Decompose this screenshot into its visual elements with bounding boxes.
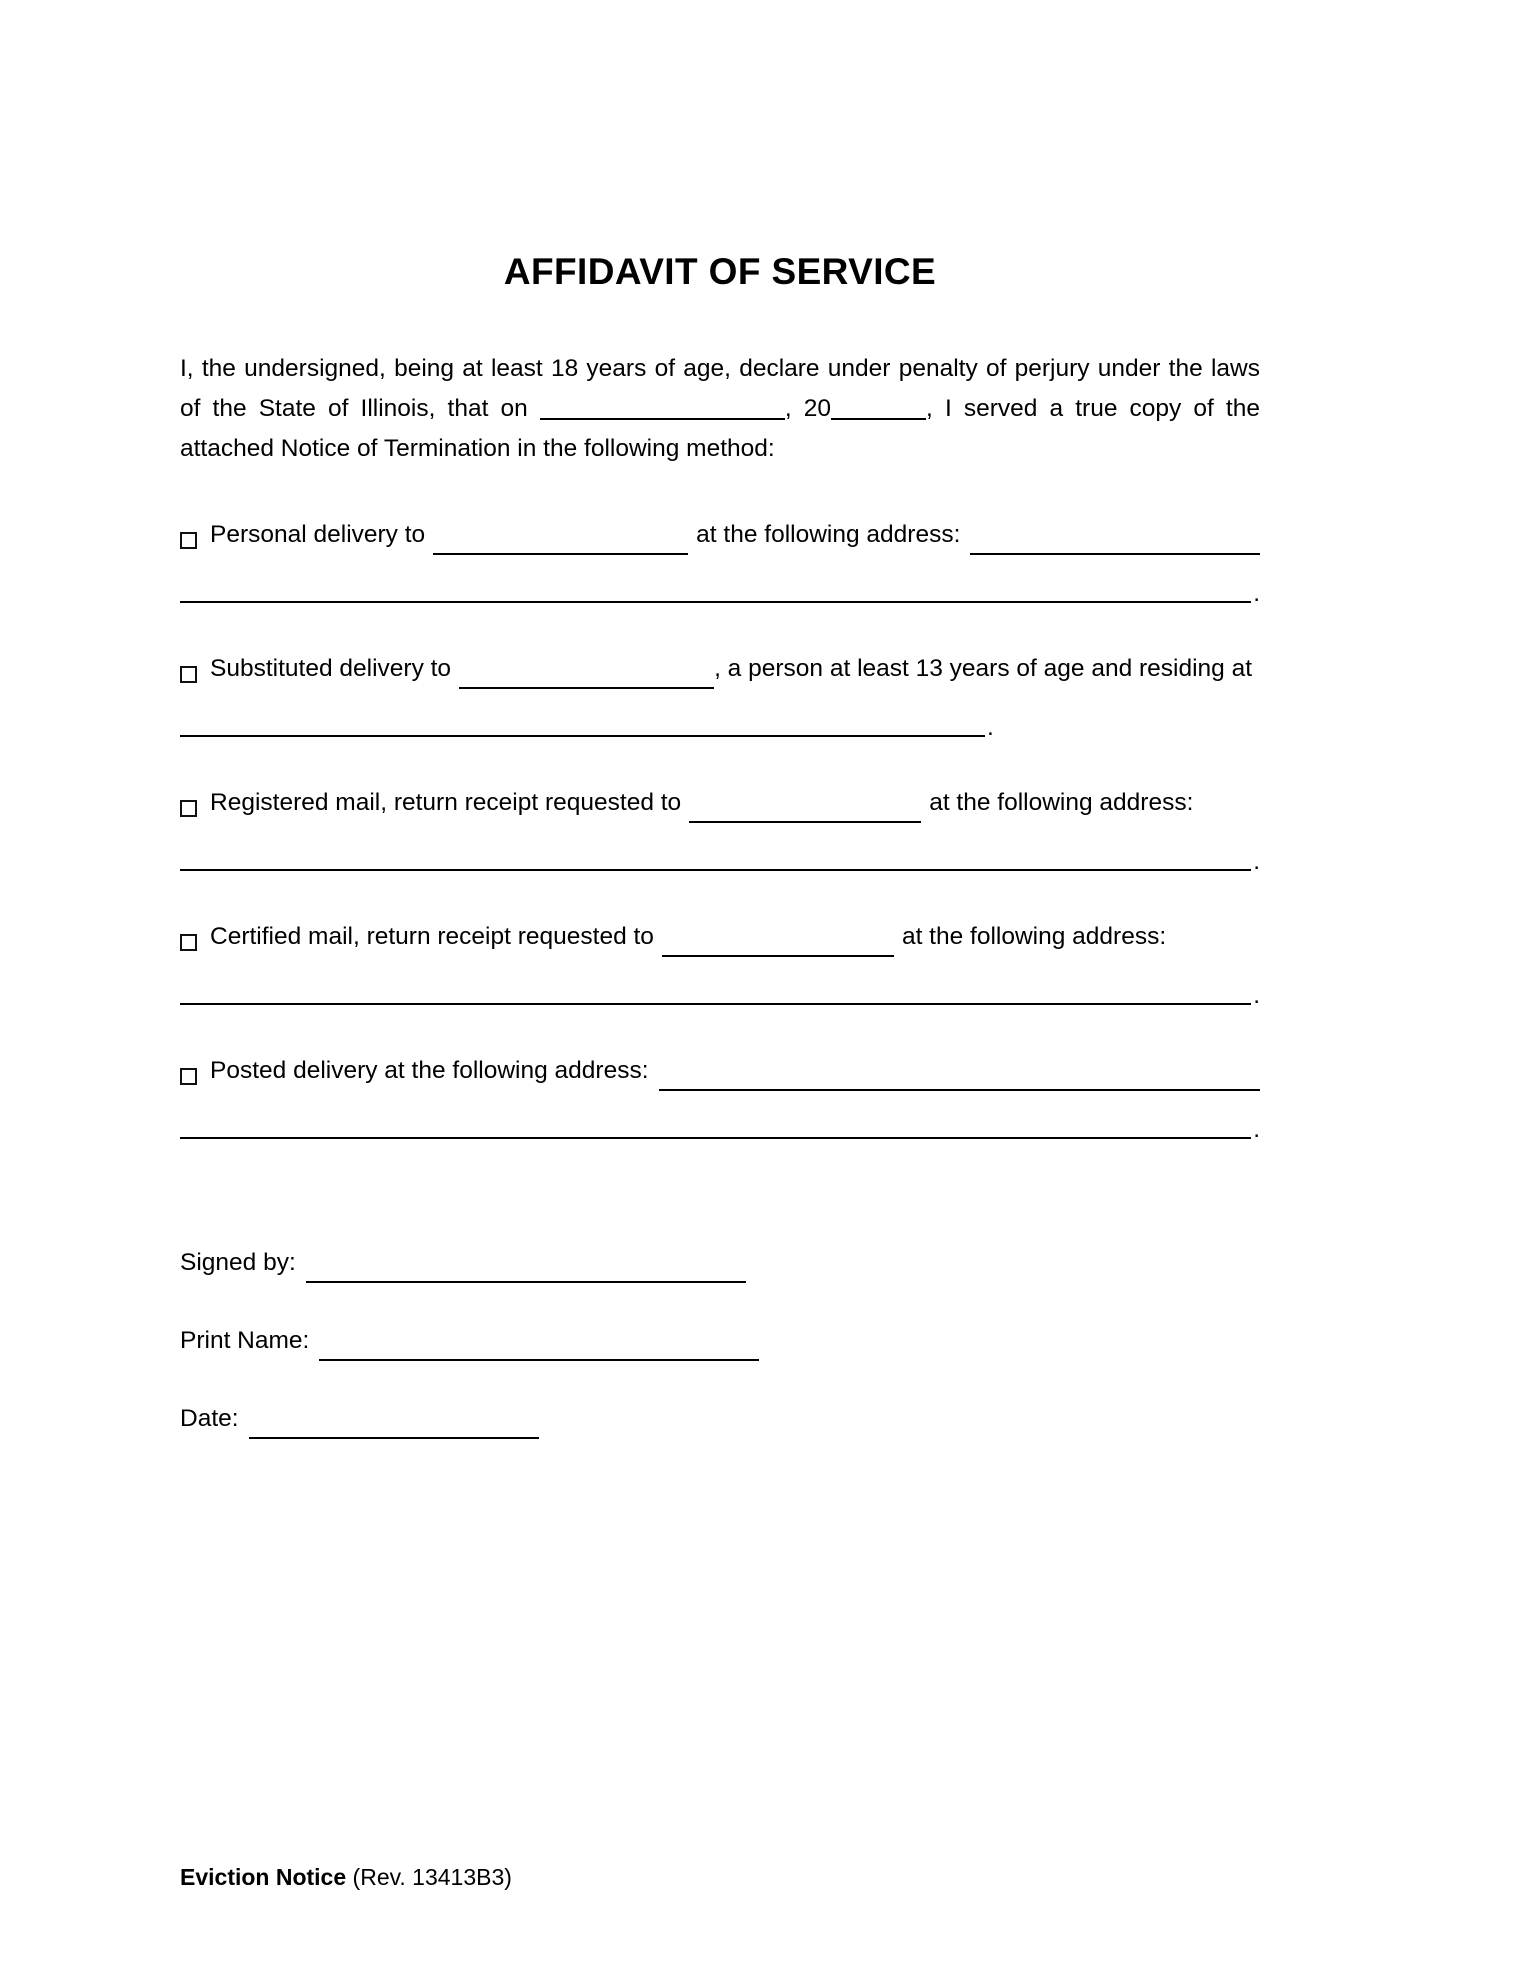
intro-line-2-prefix: State of Illinois, that on: [258, 395, 528, 423]
document-content: [180, 250, 1260, 1477]
unchecked-checkbox-icon[interactable]: [180, 1068, 197, 1085]
date-row: [180, 1399, 1260, 1439]
intro-line-3: Termination in the following method:: [383, 435, 775, 463]
address-field-line2[interactable]: [180, 983, 1251, 1005]
method-tail: at the following address:: [696, 521, 961, 549]
address-field-line2[interactable]: [180, 1117, 1251, 1139]
date-label: Date:: [180, 1405, 239, 1433]
page-title: AFFIDAVIT OF SERVICE: [503, 251, 937, 292]
recipient-name-field[interactable]: [433, 531, 688, 555]
recipient-name-field[interactable]: [662, 933, 894, 957]
print-name-row: [180, 1321, 1260, 1361]
recipient-name-field[interactable]: [459, 665, 714, 689]
method-label: Personal delivery to: [210, 521, 426, 549]
footer-revision: (Rev. 13413B3): [346, 1864, 512, 1890]
intro-line-2-suffix: , I served a true copy of the attached Notice of: [180, 395, 1260, 463]
unchecked-checkbox-icon[interactable]: [180, 800, 197, 817]
method-period: .: [1253, 982, 1260, 1010]
unchecked-checkbox-icon[interactable]: [180, 666, 197, 683]
signed-by-label: Signed by:: [180, 1249, 296, 1277]
signature-field[interactable]: [306, 1259, 746, 1283]
service-year-field[interactable]: [831, 396, 926, 420]
method-period: .: [987, 714, 994, 742]
method-substituted-delivery: [180, 649, 1260, 742]
address-field-line1[interactable]: [970, 531, 1260, 555]
print-name-label: Print Name:: [180, 1327, 310, 1355]
method-tail: , a person at least 13 years of age and residing at: [714, 655, 1253, 683]
intro-year-prefix: , 20: [784, 395, 832, 423]
address-field-line2[interactable]: [180, 849, 1251, 871]
date-field[interactable]: [249, 1415, 539, 1439]
unchecked-checkbox-icon[interactable]: [180, 934, 197, 951]
footer-form-name: Eviction Notice: [180, 1864, 347, 1890]
method-certified-mail: [180, 917, 1260, 1010]
method-period: .: [1253, 1116, 1260, 1144]
intro-line-1: I, the undersigned, being at least 18 years of age, declare under penalty of perjury under the laws of the: [180, 355, 1260, 423]
address-field-line1[interactable]: [659, 1067, 1260, 1091]
unchecked-checkbox-icon[interactable]: [180, 532, 197, 549]
method-posted-delivery: [180, 1051, 1260, 1144]
service-date-field[interactable]: [540, 396, 785, 420]
method-label: Registered mail, return receipt requested to: [210, 789, 682, 817]
signature-block: [180, 1243, 1260, 1439]
method-tail: at the following address:: [929, 789, 1194, 817]
intro-paragraph: [180, 349, 1260, 469]
print-name-field[interactable]: [319, 1337, 759, 1361]
recipient-name-field[interactable]: [689, 799, 921, 823]
method-period: .: [1253, 848, 1260, 876]
method-tail: at the following address:: [901, 923, 1167, 951]
method-period: .: [1253, 580, 1260, 608]
signed-by-row: [180, 1243, 1260, 1283]
method-label: Substituted delivery to: [210, 655, 452, 683]
service-methods-list: [180, 515, 1260, 1144]
address-field-line2[interactable]: [180, 581, 1251, 603]
address-field-line2[interactable]: [180, 715, 985, 737]
footer: [180, 1862, 512, 1892]
method-label: Posted delivery at the following address:: [210, 1057, 649, 1085]
method-label: Certified mail, return receipt requested to: [210, 923, 654, 951]
method-personal-delivery: [180, 515, 1260, 608]
method-registered-mail: [180, 783, 1260, 876]
